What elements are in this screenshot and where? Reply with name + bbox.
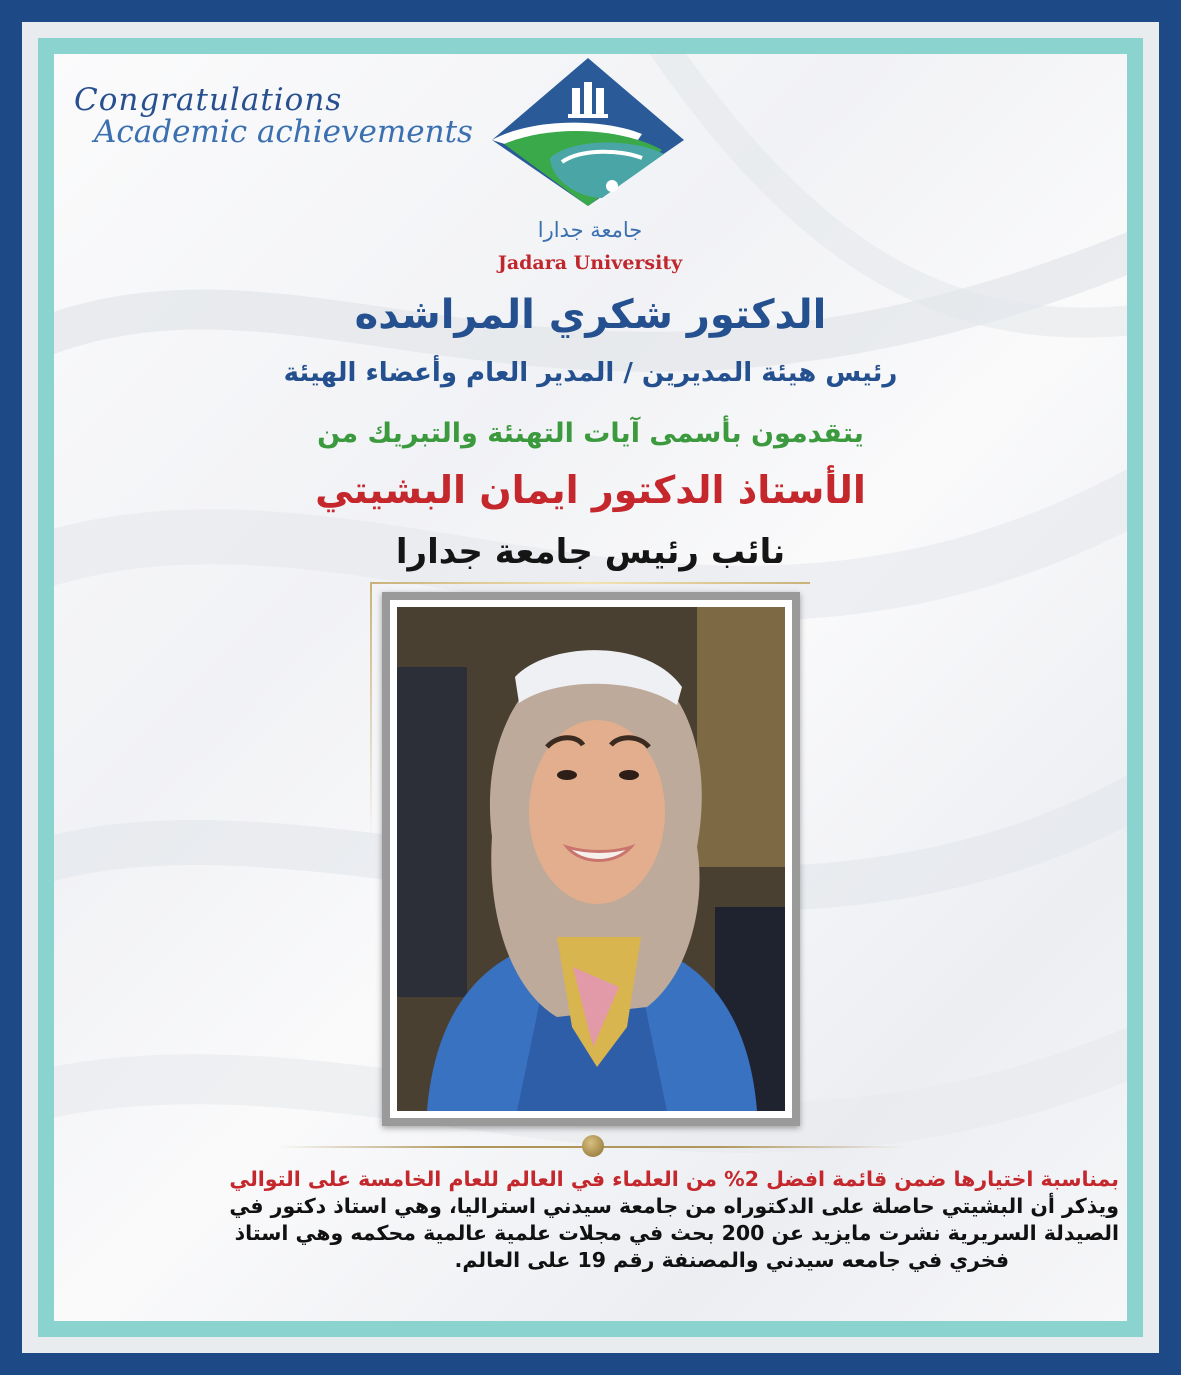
board-line: رئيس هيئة المديرين / المدير العام وأعضاء الهيئة [283, 358, 898, 388]
body-line-1: بمناسبة اختيارها ضمن قائمة افضل 2% من العلماء في العالم للعام الخامسة على التوالي [229, 1167, 1119, 1191]
greeting-line: يتقدمون بأسمى آيات التهنئة والتبريك من [317, 418, 864, 449]
jadara-university-logo [492, 58, 684, 206]
portrait-illustration [397, 607, 785, 1111]
honoree-position: نائب رئيس جامعة جدارا [395, 532, 786, 572]
congratulations-text: Congratulations [74, 82, 343, 118]
logo-arabic-name: جامعة جدارا [537, 218, 643, 242]
president-name: الدكتور شكري المراشده [354, 292, 827, 338]
logo-english-name: Jadara University [497, 252, 683, 274]
gold-accent-line [372, 582, 810, 584]
academic-achievements-text: Academic achievements [94, 114, 473, 150]
divider-dot [582, 1135, 604, 1157]
gold-accent-side [370, 582, 372, 842]
portrait-frame [382, 592, 800, 1126]
portrait-photo [397, 607, 785, 1111]
poster-canvas [54, 54, 1127, 1321]
body-line-4: فخري في جامعه سيدني والمصنفة رقم 19 على العالم. [454, 1248, 1009, 1272]
honoree-name: الأستاذ الدكتور ايمان البشيتي [315, 468, 866, 512]
body-line-2: ويذكر أن البشيتي حاصلة على الدكتوراه من جامعة سيدني استراليا، وهي استاذ دكتور في [229, 1194, 1119, 1218]
congratulations-heading [74, 82, 474, 150]
body-line-3: الصيدلة السريرية نشرت مايزيد عن 200 بحث في مجلات علمية عالمية محكمه وهي استاذ [234, 1221, 1119, 1245]
achievement-description [62, 1166, 1119, 1274]
